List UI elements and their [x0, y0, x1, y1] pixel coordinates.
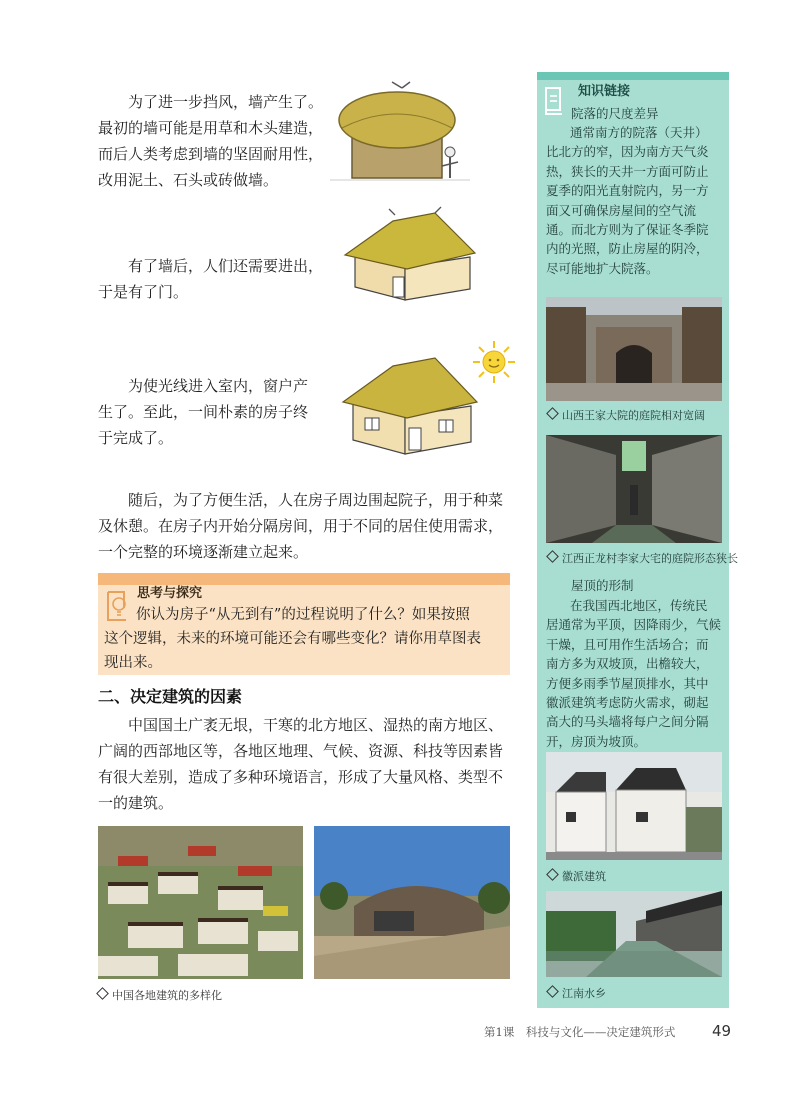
- text-line: 比北方的窄，因为南方天气炎: [546, 144, 709, 160]
- text-line: 你认为房子“从无到有”的过程说明了什么？如果按照: [136, 607, 470, 623]
- caption-text: 中国各地建筑的多样化: [112, 989, 222, 1002]
- photo-huizhou-architecture: [546, 752, 722, 860]
- text-line: 于是有了门。: [98, 283, 189, 301]
- text-line: 这个逻辑，未来的环境可能还会有哪些变化？请你用草图表: [104, 631, 481, 647]
- text-line: 及休憩。在房子内开始分隔房间，用于不同的居住使用需求，: [98, 517, 504, 535]
- page-number: 49: [712, 1022, 732, 1040]
- text-line: 为使光线进入室内，窗户产: [128, 377, 309, 395]
- photo-tibetan-village: [98, 826, 303, 979]
- text-line: 徽派建筑考虑防火需求，砌起: [546, 695, 709, 711]
- text-line: 通常南方的院落（天井）: [570, 125, 708, 140]
- text-line: 现出来。: [104, 655, 162, 671]
- caption-text: 江西正龙村李家大宅的庭院形态狭长: [562, 552, 738, 565]
- text-line: 干燥，且可用作生活场合；而: [546, 636, 709, 652]
- text-line: 有了墙后，人们还需要进出，: [128, 257, 324, 275]
- caption-shanxi: [548, 407, 705, 423]
- sun-icon: [472, 340, 516, 384]
- sidebar-section-courtyard-text: [546, 123, 726, 278]
- caption-jiangxi: [548, 550, 738, 566]
- text-line: 随后，为了方便生活，人在房子周边围起院子，用于种菜: [128, 491, 504, 509]
- text-line: 夏季的阳光直射院内，另一方: [546, 183, 709, 199]
- text-line: 生了。至此，一间朴素的房子终: [98, 403, 309, 421]
- photo-cave-dwelling: [314, 826, 510, 979]
- paragraph-factors: [98, 712, 528, 816]
- sidebar-title: 知识链接: [578, 84, 631, 99]
- photo-jiangxi-courtyard: [546, 435, 722, 543]
- text-line: 一的建筑。: [98, 794, 174, 812]
- text-line: 于完成了。: [98, 429, 174, 447]
- text-line: 尽可能地扩大院落。: [546, 260, 659, 276]
- caption-text: 徽派建筑: [562, 870, 606, 883]
- text-line: 居通常为平顶，因降雨少，气候: [546, 617, 722, 633]
- text-line: 为了进一步挡风，墙产生了。: [128, 93, 324, 111]
- diamond-icon: [96, 987, 109, 1000]
- text-line: 高大的马头墙将每户之间分隔: [546, 714, 709, 730]
- diamond-icon: [546, 985, 559, 998]
- hut-illustration-window: [335, 350, 485, 460]
- hut-illustration-door: [335, 205, 485, 305]
- caption-text: 山西王家大院的庭院相对宽阔: [562, 409, 705, 422]
- text-line: 有很大差别，造成了多种环境语言，形成了大量风格、类型不: [98, 768, 504, 786]
- diamond-icon: [546, 868, 559, 881]
- paragraph-door: [98, 253, 338, 305]
- sidebar-section-roof-title: 屋顶的形制: [571, 578, 634, 593]
- text-line: 在我国西北地区，传统民: [570, 598, 708, 613]
- photo-jiangnan-water-town: [546, 891, 722, 977]
- text-line: 广阔的西部地区等，各地区地理、气候、资源、科技等因素皆: [98, 742, 504, 760]
- hut-illustration-wall: [330, 80, 470, 190]
- text-line: 改用泥土、石头或砖做墙。: [98, 171, 279, 189]
- sidebar-top-bar: [537, 72, 729, 80]
- text-line: 内的光照，防止房屋的阴冷，: [546, 241, 709, 257]
- think-explore-text: [104, 603, 504, 675]
- footer-lesson-title: 第1课 科技与文化——决定建筑形式: [484, 1025, 676, 1039]
- photo-shanxi-courtyard: [546, 297, 722, 401]
- section-heading: 二、决定建筑的因素: [98, 687, 243, 706]
- paragraph-wall: [98, 89, 338, 193]
- sidebar-section-roof-text: [546, 596, 726, 751]
- diamond-icon: [546, 407, 559, 420]
- text-line: 而后人类考虑到墙的坚固耐用性，: [98, 145, 324, 163]
- think-explore-title: 思考与探究: [137, 586, 203, 601]
- text-line: 最初的墙可能是用草和木头建造，: [98, 119, 324, 137]
- paragraph-window: [98, 373, 338, 451]
- text-line: 一个完整的环境逐渐建立起来。: [98, 543, 309, 561]
- text-line: 中国国土广袤无垠，干寒的北方地区、湿热的南方地区、: [128, 716, 504, 734]
- text-line: 通。而北方则为了保证冬季院: [546, 222, 709, 238]
- caption-text: 江南水乡: [562, 987, 606, 1000]
- sidebar-section-courtyard-title: 院落的尺度差异: [571, 106, 659, 121]
- text-line: 热，狭长的天井一方面可防止: [546, 163, 709, 179]
- diamond-icon: [546, 550, 559, 563]
- caption-huizhou: [548, 868, 606, 884]
- text-line: 面又可确保房屋间的空气流: [546, 202, 697, 218]
- text-line: 方便多雨季节屋顶排水，其中: [546, 675, 709, 691]
- photo-caption-main: [98, 987, 222, 1003]
- text-line: 南方多为双坡顶，出檐较大，: [546, 656, 709, 672]
- paragraph-courtyard: [98, 487, 528, 565]
- caption-jiangnan: [548, 985, 606, 1001]
- text-line: 开，房顶为坡顶。: [546, 733, 647, 749]
- book-icon: [542, 84, 566, 118]
